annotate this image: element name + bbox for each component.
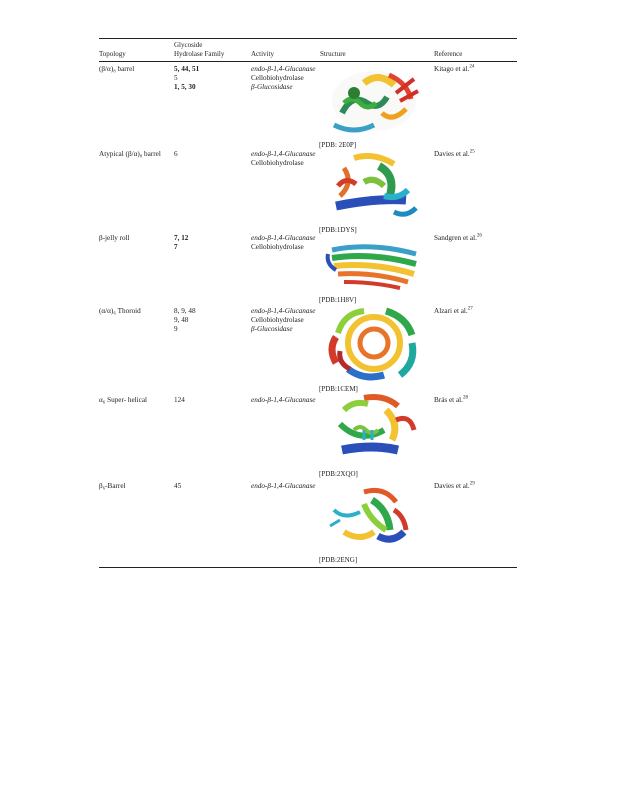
col-header-reference: Reference bbox=[434, 50, 463, 58]
protein-structure-image bbox=[324, 390, 424, 466]
pdb-id: [PDB:1H8V] bbox=[319, 296, 357, 304]
family-cell: 8, 9, 48 9, 48 9 bbox=[174, 307, 196, 333]
pdb-id: [PDB:1CEM] bbox=[319, 385, 358, 393]
topology-cell: β₆-Barrel bbox=[99, 482, 126, 490]
col-header-topology: Topology bbox=[99, 50, 126, 58]
col-header-structure: Structure bbox=[320, 50, 346, 58]
col-header-activity: Activity bbox=[251, 50, 274, 58]
topology-cell: α₆ Super- helical bbox=[99, 396, 148, 404]
header-rule bbox=[99, 61, 517, 62]
protein-structure-image bbox=[324, 303, 424, 381]
pdb-id: [PDB:1DYS] bbox=[319, 226, 357, 234]
activity-cell: endo-β-1,4-Glucanase Cellobiohydrolase β-Glucosidase bbox=[251, 65, 316, 91]
protein-structure-image bbox=[324, 63, 424, 141]
col-header-family bbox=[174, 41, 224, 58]
family-cell: 7, 12 7 bbox=[174, 234, 189, 251]
family-cell: 124 bbox=[174, 396, 185, 404]
activity-cell: endo-β-1,4-Glucanase bbox=[251, 482, 316, 490]
topology-cell: β-jelly roll bbox=[99, 234, 130, 242]
family-cell: 5, 44, 51 5 1, 5, 30 bbox=[174, 65, 200, 91]
reference-cell: Kitago et al.$^{24}$ bbox=[434, 64, 475, 73]
protein-structure-image bbox=[324, 148, 424, 226]
topology-cell: (β/α)₈ barrel bbox=[99, 65, 135, 73]
activity-cell: endo-β-1,4-Glucanase Cellobiohydrolase β-Glucosidase bbox=[251, 307, 316, 333]
reference-cell: Davies et al.$^{29}$ bbox=[434, 481, 475, 490]
protein-structure-image bbox=[324, 236, 424, 296]
reference-cell: Brás et al.$^{28}$ bbox=[434, 395, 468, 404]
col-header-family-line1: Glycoside bbox=[174, 41, 203, 49]
pdb-id: [PDB:2XQO] bbox=[319, 470, 358, 478]
reference-cell: Sandgren et al.$^{26}$ bbox=[434, 233, 482, 242]
reference-cell: Davies et al.$^{25}$ bbox=[434, 149, 475, 158]
activity-cell: endo-β-1,4-Glucanase Cellobiohydrolase bbox=[251, 150, 316, 167]
reference-cell: Alzari et al.$^{27}$ bbox=[434, 306, 473, 315]
table-bottom-rule bbox=[99, 567, 517, 568]
pdb-id: [PDB:2ENG] bbox=[319, 556, 358, 564]
pdb-id: [PDB: 2E0P] bbox=[319, 141, 357, 149]
activity-cell: endo-β-1,4-Glucanase Cellobiohydrolase bbox=[251, 234, 316, 251]
family-cell: 6 bbox=[174, 150, 178, 158]
family-cell: 45 bbox=[174, 482, 182, 490]
topology-cell: Atypical (β/α)₈ barrel bbox=[99, 150, 161, 158]
topology-cell: (α/α)₆ Thoroid bbox=[99, 307, 141, 315]
col-header-family-line2: Hydrolase Family bbox=[174, 49, 225, 58]
table-top-rule bbox=[99, 38, 517, 39]
activity-cell: endo-β-1,4-Glucanase bbox=[251, 396, 316, 404]
protein-structure-image bbox=[324, 482, 424, 550]
